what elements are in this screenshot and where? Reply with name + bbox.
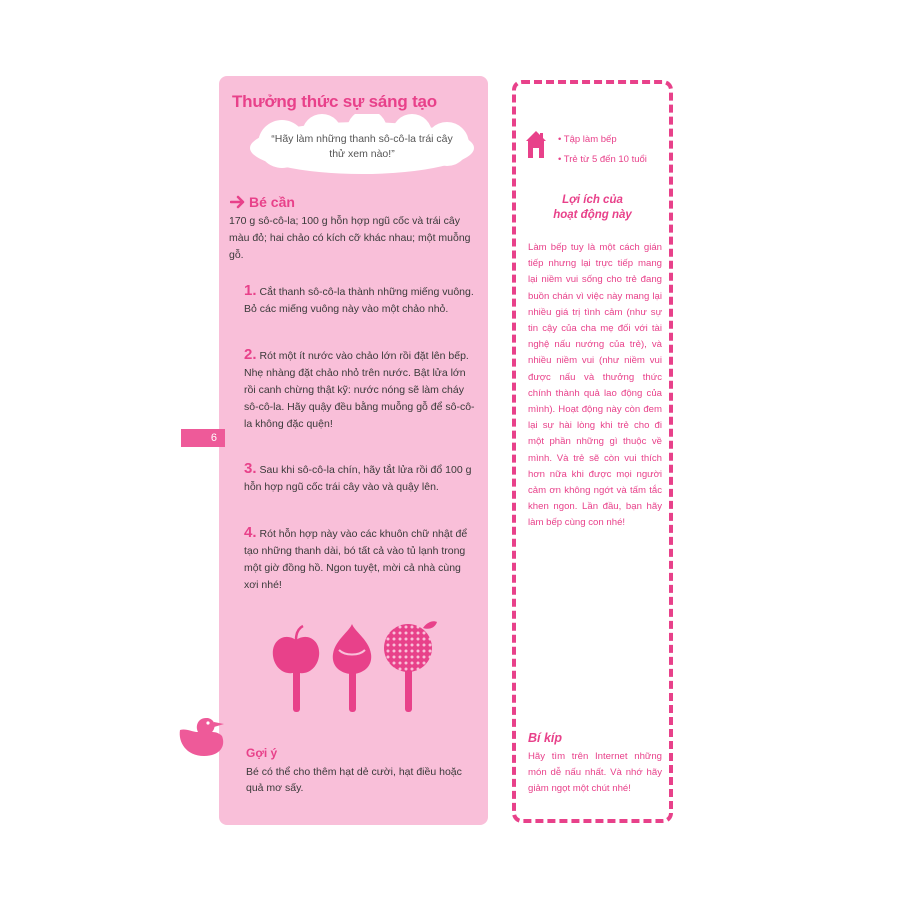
tag-item: • Trẻ từ 5 đến 10 tuổi bbox=[558, 150, 647, 170]
step-text: Rót một ít nước vào chảo lớn rồi đặt lên bếp. Nhẹ nhàng đặt chảo nhỏ trên nước. Bật lửa lớn rồi canh chừng thật kỹ: nước nóng sẽ làm cháy sô-cô-la. Hãy quậy đều bằng muỗng gỗ để sô-cô-la không đặc quện! bbox=[244, 350, 475, 430]
step-number: 3. bbox=[244, 460, 257, 477]
needs-heading bbox=[230, 194, 295, 210]
activity-tags bbox=[558, 130, 647, 170]
fig-icon bbox=[333, 624, 371, 712]
tag-item: • Tập làm bếp bbox=[558, 130, 647, 150]
needs-text: 170 g sô-cô-la; 100 g hỗn hợp ngũ cốc và trái cây màu đỏ; hai chảo có kích cỡ khác nhau; một muỗng gỗ. bbox=[229, 215, 471, 261]
berry-icon bbox=[384, 621, 437, 712]
step-number: 1. bbox=[244, 282, 257, 299]
benefit-heading-line: Lợi ích của bbox=[562, 194, 623, 206]
step-2 bbox=[244, 346, 476, 433]
tip-heading: Gợi ý bbox=[246, 746, 278, 760]
cloud-quote: “Hãy làm những thanh sô-cô-la trái cây thử xem nào!” bbox=[271, 133, 453, 160]
step-number: 4. bbox=[244, 524, 257, 541]
page-title: Thưởng thức sự sáng tạo bbox=[232, 92, 437, 111]
benefit-text: Làm bếp tuy là một cách gián tiếp nhưng lại trực tiếp mang lại niềm vui sống cho trẻ đang buồn chán vì việc này mang lại nhiều giá trị tình cảm (như sự tin cậy của cha mẹ đối với tài nghệ nấu nướng của trẻ), và nhiều niềm vui (như niềm vui được nấu và thưởng thức chính thành quả lao động của mình). Hoạt động này còn đem lại sự hài lòng khi trẻ cho đi một phần những gì thuộc về mình. Và trẻ sẽ còn vui thích hơn nữa khi được mọi người cảm ơn không ngớt và tấm tắc khen ngon. Lần đầu, bạn hãy làm bếp cùng con nhé! bbox=[528, 242, 662, 529]
duck-icon bbox=[178, 712, 230, 762]
needs-heading-label: Bé cần bbox=[249, 194, 295, 210]
step-number: 2. bbox=[244, 346, 257, 363]
page-number-tab: 6 bbox=[181, 429, 225, 447]
benefit-heading bbox=[525, 193, 660, 223]
benefit-heading-line: hoạt động này bbox=[553, 209, 632, 221]
step-1 bbox=[244, 282, 476, 318]
secret-heading: Bí kíp bbox=[528, 731, 563, 745]
fruit-lollipops-illustration bbox=[265, 618, 445, 718]
step-text: Rót hỗn hợp này vào các khuôn chữ nhật để tạo những thanh dài, bó tất cả vào tủ lạnh trong một giờ đồng hồ. Ngon tuyệt, mời cả nhà cùng xơi nhé! bbox=[244, 528, 468, 591]
step-4 bbox=[244, 524, 476, 594]
house-icon bbox=[525, 130, 547, 160]
step-text: Cắt thanh sô-cô-la thành những miếng vuông. Bỏ các miếng vuông này vào một chảo nhỏ. bbox=[244, 286, 474, 315]
step-3 bbox=[244, 460, 476, 496]
apple-icon bbox=[273, 626, 319, 712]
secret-text: Hãy tìm trên Internet những món dễ nấu nhất. Và nhớ hãy giảm ngọt một chút nhé! bbox=[528, 751, 662, 795]
step-text: Sau khi sô-cô-la chín, hãy tắt lửa rồi đổ 100 g hỗn hợp ngũ cốc trái cây vào và quậy lên. bbox=[244, 464, 472, 493]
tip-text: Bé có thể cho thêm hạt dẻ cười, hạt điều hoặc quả mơ sấy. bbox=[246, 766, 462, 794]
arrow-right-icon bbox=[230, 195, 246, 209]
